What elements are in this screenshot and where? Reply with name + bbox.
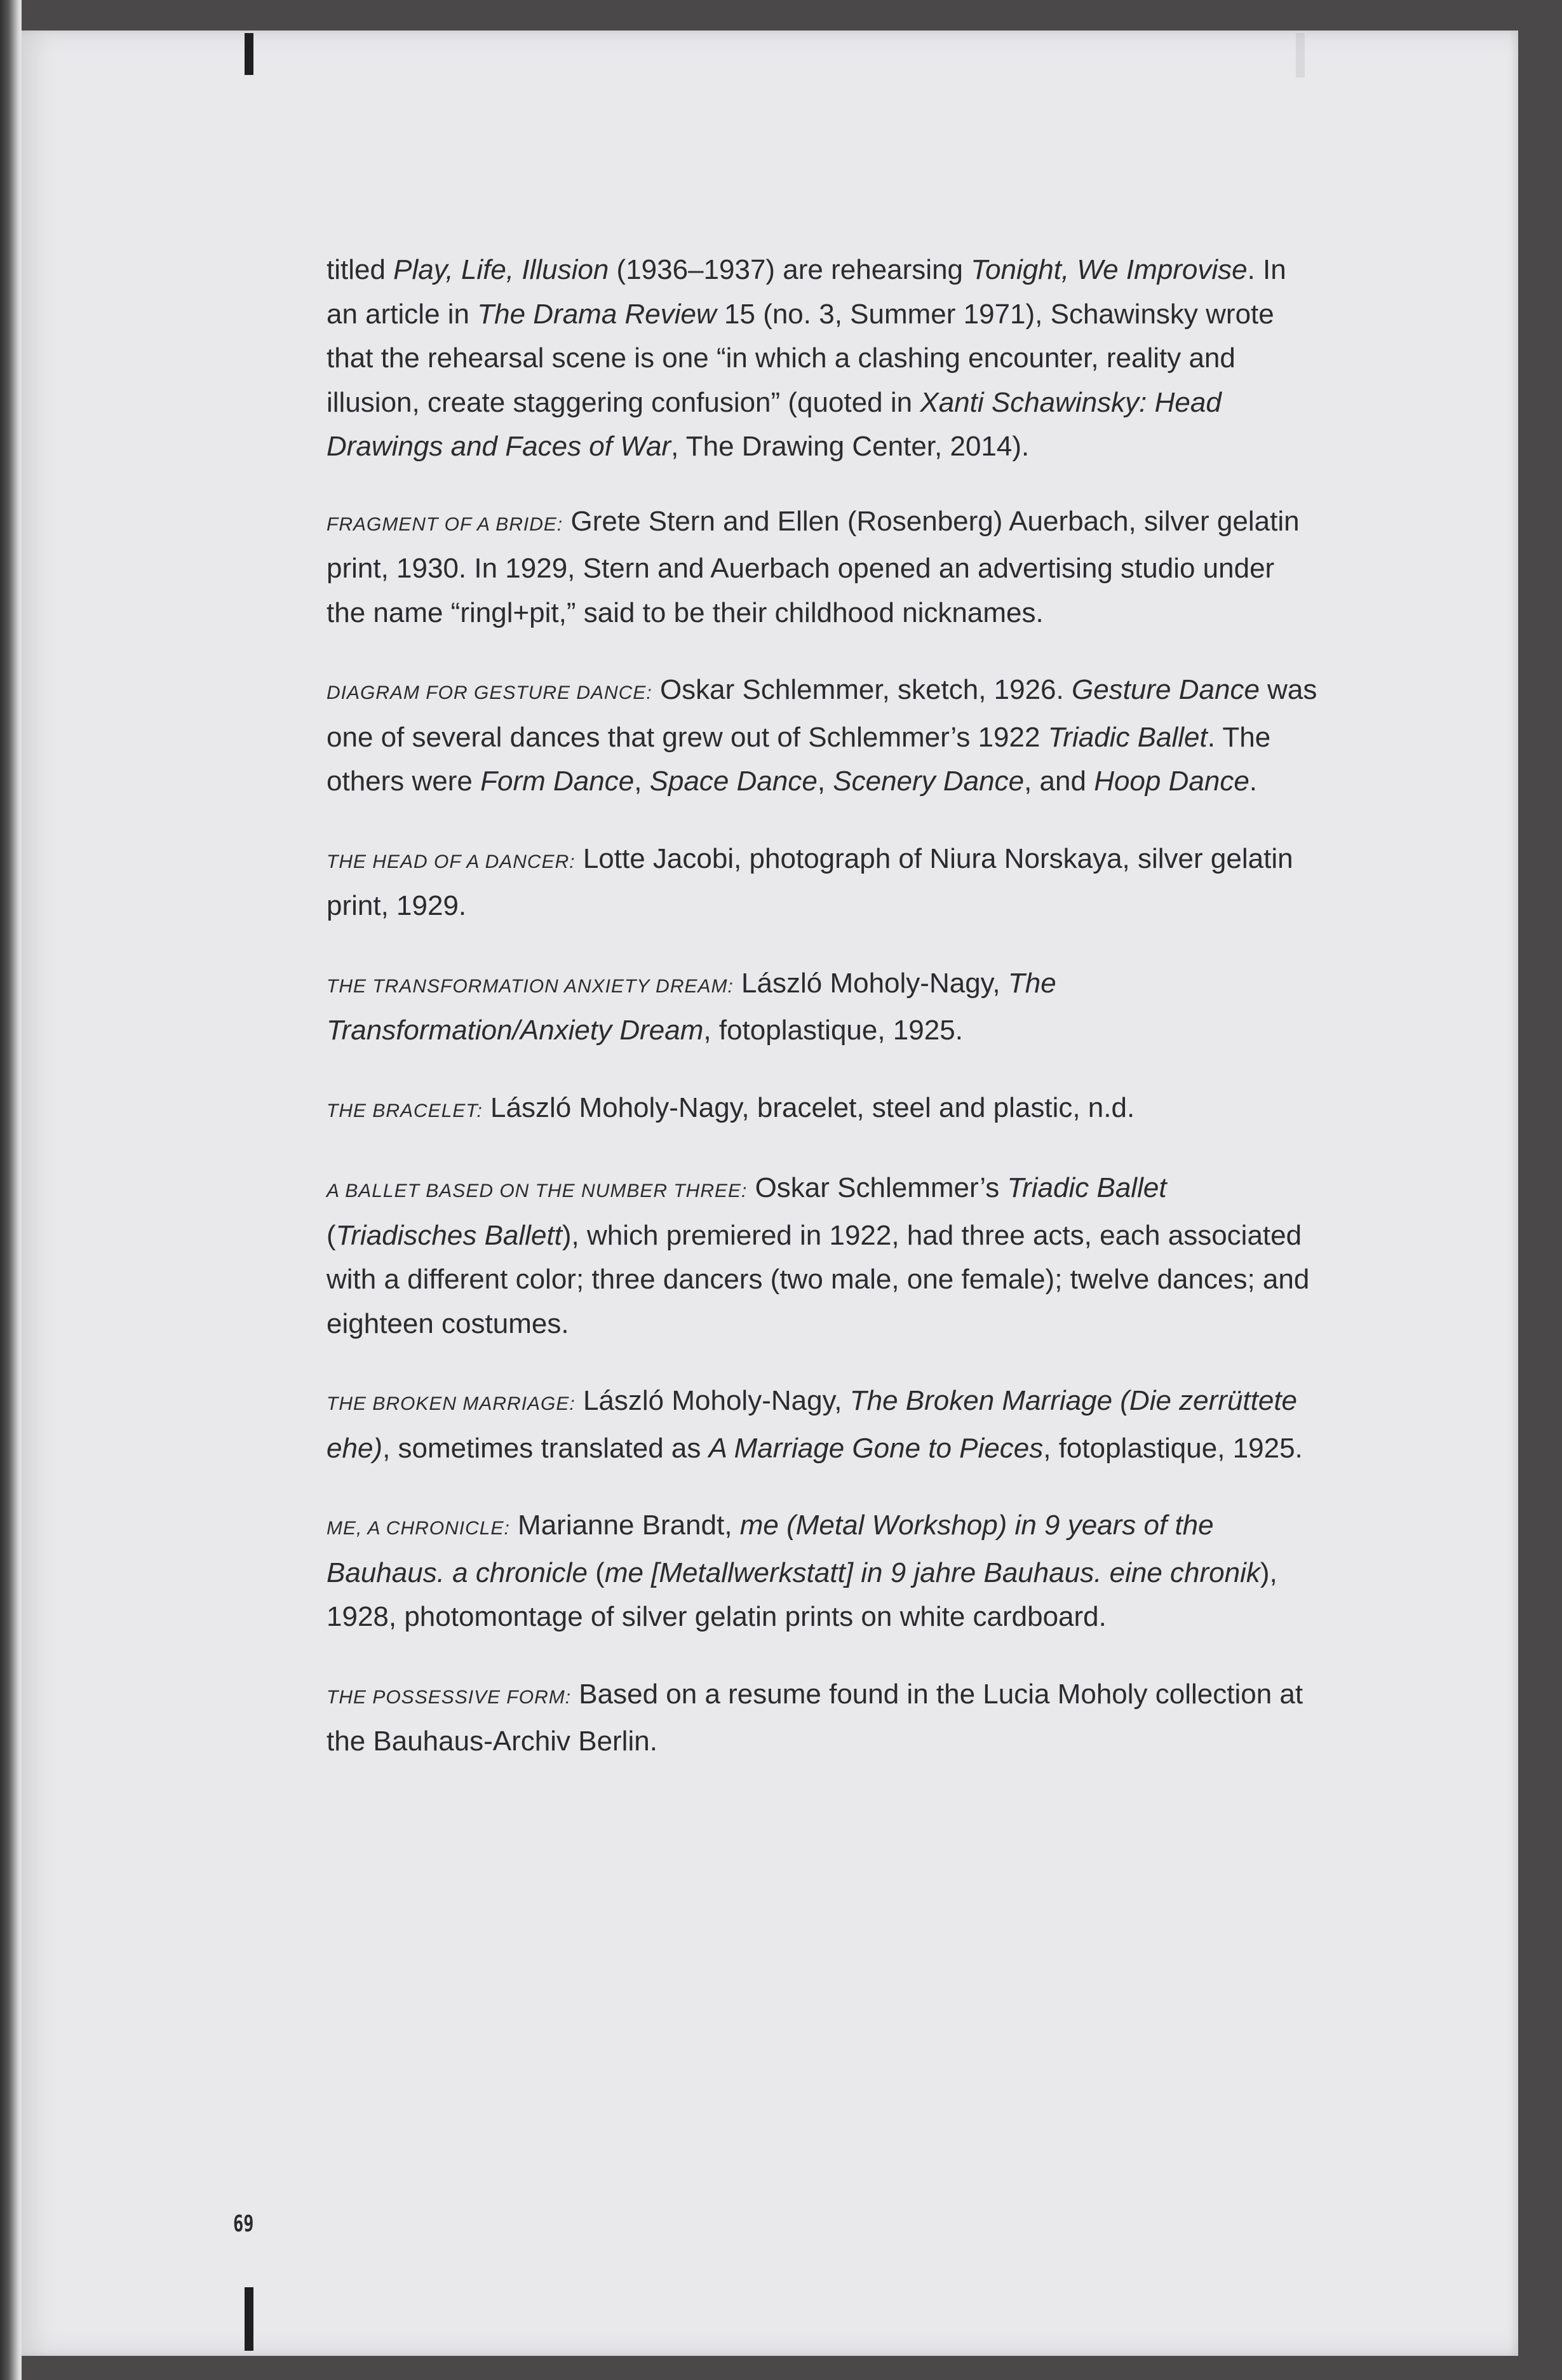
text-run: László Moholy-Nagy,	[575, 1385, 850, 1416]
note-diagram-for-gesture-dance	[327, 668, 1317, 804]
italic-title: Hoop Dance	[1094, 766, 1249, 797]
italic-title: me [Metallwerkstatt] in 9 jahre Bauhaus. eine chronik	[604, 1557, 1260, 1588]
note-heading: DIAGRAM FOR GESTURE DANCE:	[327, 682, 652, 703]
note-ballet-number-three	[327, 1166, 1317, 1346]
crop-mark-top	[245, 33, 253, 75]
text-run: , fotoplastique, 1925.	[703, 1015, 963, 1046]
text-run: , fotoplastique, 1925.	[1043, 1432, 1303, 1464]
note-heading: THE BROKEN MARRIAGE:	[327, 1393, 576, 1414]
italic-title: Space Dance	[649, 766, 818, 797]
page-number: 69	[233, 2211, 254, 2237]
text-run: ), 1928, photomontage of silver gelatin prints on white cardboard.	[327, 1557, 1277, 1632]
book-spine-edge	[0, 0, 22, 2380]
text-run: László Moholy-Nagy, bracelet, steel and plastic, n.d.	[482, 1092, 1135, 1123]
text-run: titled	[327, 254, 394, 285]
italic-title: me (Metal Workshop) in 9 years of the Bauhaus. a chronicle	[327, 1510, 1214, 1588]
note-me-a-chronicle	[327, 1503, 1317, 1639]
text-run: László Moholy-Nagy,	[733, 967, 1008, 999]
note-heading: THE TRANSFORMATION ANXIETY DREAM:	[327, 975, 734, 997]
text-run: (	[587, 1557, 605, 1588]
italic-title: Tonight, We Improvise	[971, 254, 1248, 285]
note-intro	[327, 248, 1317, 469]
note-heading: A BALLET BASED ON THE NUMBER THREE:	[327, 1180, 748, 1201]
text-run: Marianne Brandt,	[509, 1510, 740, 1541]
italic-title: The Transformation/Anxiety Dream	[327, 967, 1056, 1046]
text-run: Lotte Jacobi, photograph of Niura Norskaya, silver gelatin print, 1929.	[327, 842, 1293, 921]
note-fragment-of-a-bride	[327, 499, 1317, 635]
italic-title: Play, Life, Illusion	[393, 254, 609, 285]
note-transformation-anxiety-dream	[327, 961, 1317, 1053]
note-heading: ME, A CHRONICLE:	[327, 1518, 510, 1539]
italic-title: The Broken Marriage (Die zerrüttete ehe)	[327, 1385, 1298, 1464]
text-run: , sometimes translated as	[382, 1432, 709, 1464]
italic-title: The Drama Review	[477, 298, 717, 330]
italic-title: Triadic Ballet	[1007, 1172, 1167, 1203]
crop-mark-bottom	[245, 2287, 253, 2351]
italic-title: Form Dance	[480, 766, 635, 797]
text-run: . In an article in	[327, 254, 1286, 330]
note-heading: FRAGMENT OF A BRIDE:	[327, 513, 563, 535]
text-run: . The others were	[327, 721, 1271, 797]
text-run: was one of several dances that grew out of Schlemmer’s 1922	[327, 674, 1317, 753]
text-run: 15 (no. 3, Summer 1971), Schawinsky wrote that the rehearsal scene is one “in which a clashing encounter, reality and illusion, create staggering confusion” (quoted in	[327, 298, 1274, 418]
italic-title: Triadic Ballet	[1047, 721, 1208, 753]
italic-title: Gesture Dance	[1071, 674, 1260, 705]
note-broken-marriage	[327, 1379, 1317, 1470]
text-run: ,	[817, 766, 833, 797]
text-run: Grete Stern and Ellen (Rosenberg) Auerbach, silver gelatin print, 1930. In 1929, Stern and Auerbach opened an advertising studio under the name “ringl+pit,” said to be their childhood nicknames.	[327, 505, 1300, 628]
note-head-of-a-dancer	[327, 837, 1317, 928]
text-run: , The Drawing Center, 2014).	[671, 431, 1030, 462]
text-run: Oskar Schlemmer’s	[747, 1172, 1007, 1203]
text-run: Based on a resume found in the Lucia Moholy collection at the Bauhaus-Archiv Berlin.	[327, 1678, 1303, 1757]
text-run: ,	[634, 766, 650, 797]
italic-title: Xanti Schawinsky: Head Drawings and Faces of War	[327, 386, 1222, 462]
text-run: .	[1249, 766, 1258, 797]
note-heading: THE HEAD OF A DANCER:	[327, 851, 576, 872]
note-bracelet	[327, 1086, 1317, 1133]
text-run: , and	[1024, 766, 1094, 797]
text-run: Oskar Schlemmer, sketch, 1926.	[652, 674, 1072, 705]
note-heading: THE BRACELET:	[327, 1100, 483, 1121]
text-run: ), which premiered in 1922, had three acts, each associated with a different color; three dancers (two male, one female); twelve dances; and eighteen costumes.	[327, 1219, 1310, 1339]
note-possessive-form	[327, 1672, 1317, 1764]
text-run: (1936–1937) are rehearsing	[609, 254, 971, 285]
note-heading: THE POSSESSIVE FORM:	[327, 1686, 572, 1708]
text-run: (	[327, 1219, 336, 1251]
italic-title: Scenery Dance	[833, 766, 1025, 797]
notes-text	[327, 248, 1317, 1764]
italic-title: Triadisches Ballett	[335, 1219, 562, 1251]
italic-title: A Marriage Gone to Pieces	[708, 1432, 1044, 1464]
show-through-mark	[1296, 33, 1305, 78]
